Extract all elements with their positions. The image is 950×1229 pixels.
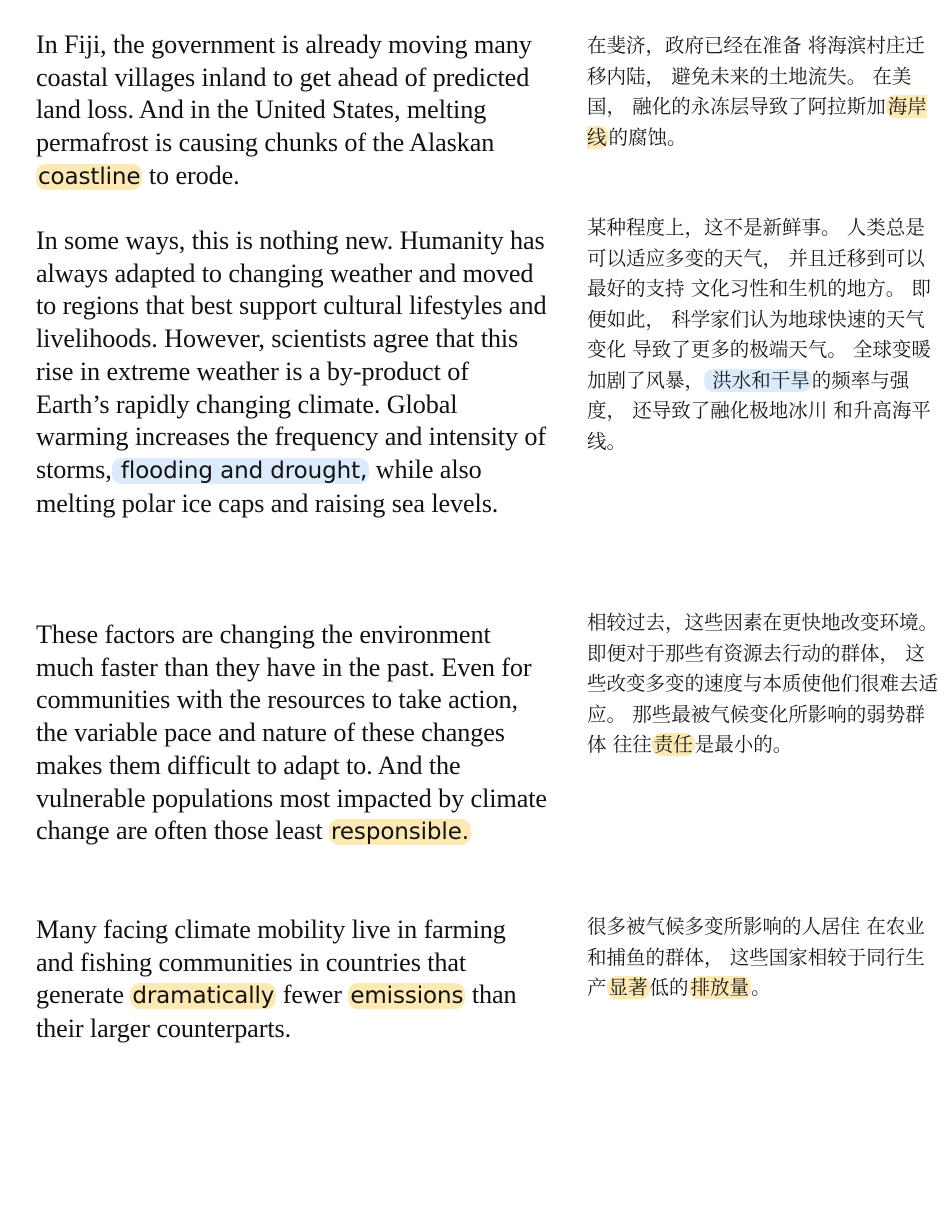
highlight-flooding-drought[interactable]: flooding and drought, (113, 457, 368, 484)
text: 很多被气候多变所影响的人居住 在农业和捕鱼的群体， 这些国家相较于同行生产 (587, 915, 925, 999)
highlight-emissions[interactable]: emissions (350, 983, 464, 1010)
highlight-responsible[interactable]: responsible. (331, 819, 469, 846)
highlight-responsible-zh[interactable]: 责任 (653, 733, 693, 756)
highlight-dramatically[interactable]: dramatically (132, 983, 275, 1010)
paragraph-3-chinese (587, 608, 939, 761)
highlight-emissions-zh[interactable]: 排放量 (690, 976, 750, 999)
highlight-dramatically-zh[interactable]: 显著 (608, 976, 648, 999)
text: while also melting polar ice caps and raising sea levels. (36, 454, 499, 518)
paragraph-4-english (36, 914, 548, 1046)
text: These factors are changing the environment much faster than they have in the past. Even for communities with the resources to take action, the variable pace and nature of these changes makes them difficult to adapt to. And the vulnerable populations most impacted by climate change are often those least (36, 620, 547, 846)
text: 在斐济，政府已经在准备 将海滨村庄迁移内陆， 避免未来的土地流失。 在美国， 融化的永冻层导致了阿拉斯加 (587, 34, 925, 118)
text: 低的 (649, 976, 689, 999)
paragraph-3-english (36, 619, 548, 849)
text: 某种程度上，这不是新鲜事。 人类总是可以适应多变的天气， 并且迁移到可以最好的支持 文化习性和生机的地方。 即便如此， 科学家们认为地球快速的天气变化 导致了更多的极端天气。 全球变暖加剧了风暴， (587, 216, 931, 392)
paragraph-2-chinese (587, 213, 939, 457)
text: 相较过去，这些因素在更快地改变环境。 即便对于那些有资源去行动的群体， 这些改变多变的速度与本质使他们很难去适应。 那些最被气候变化所影响的弱势群体 往往 (587, 611, 939, 756)
text: fewer (276, 980, 349, 1010)
text: In Fiji, the government is already moving many coastal villages inland to get ahead of predicted land loss. And in the United States, melting permafrost is causing chunks of the Alaskan (36, 30, 532, 158)
text: Many facing climate mobility live in farming and fishing communities in countries that generate (36, 915, 506, 1010)
text: than their larger counterparts. (36, 980, 517, 1044)
text: to erode. (142, 160, 240, 190)
text: 是最小的。 (694, 733, 793, 756)
text: 。 (751, 976, 771, 999)
highlight-coastline[interactable]: coastline (38, 163, 141, 190)
paragraph-1-english (36, 29, 548, 194)
text: 的频率与强度， 还导致了融化极地冰川 和升高海平线。 (587, 368, 931, 453)
paragraph-2-english (36, 225, 548, 520)
paragraph-1-chinese (587, 31, 939, 153)
paragraph-4-chinese (587, 912, 939, 1004)
highlight-coastline-zh[interactable]: 海岸线 (587, 95, 927, 149)
text: 的腐蚀。 (608, 125, 687, 149)
highlight-flooding-drought-zh[interactable]: 洪水和干旱 (706, 368, 810, 392)
text: In some ways, this is nothing new. Humanity has always adapted to changing weather and moved to regions that best support cultural lifestyles and livelihoods. However, scientists agree that this rise in extreme weather is a by-product of Earth’s rapidly changing climate. Global warming increases the frequency and intensity of storms, (36, 226, 547, 484)
